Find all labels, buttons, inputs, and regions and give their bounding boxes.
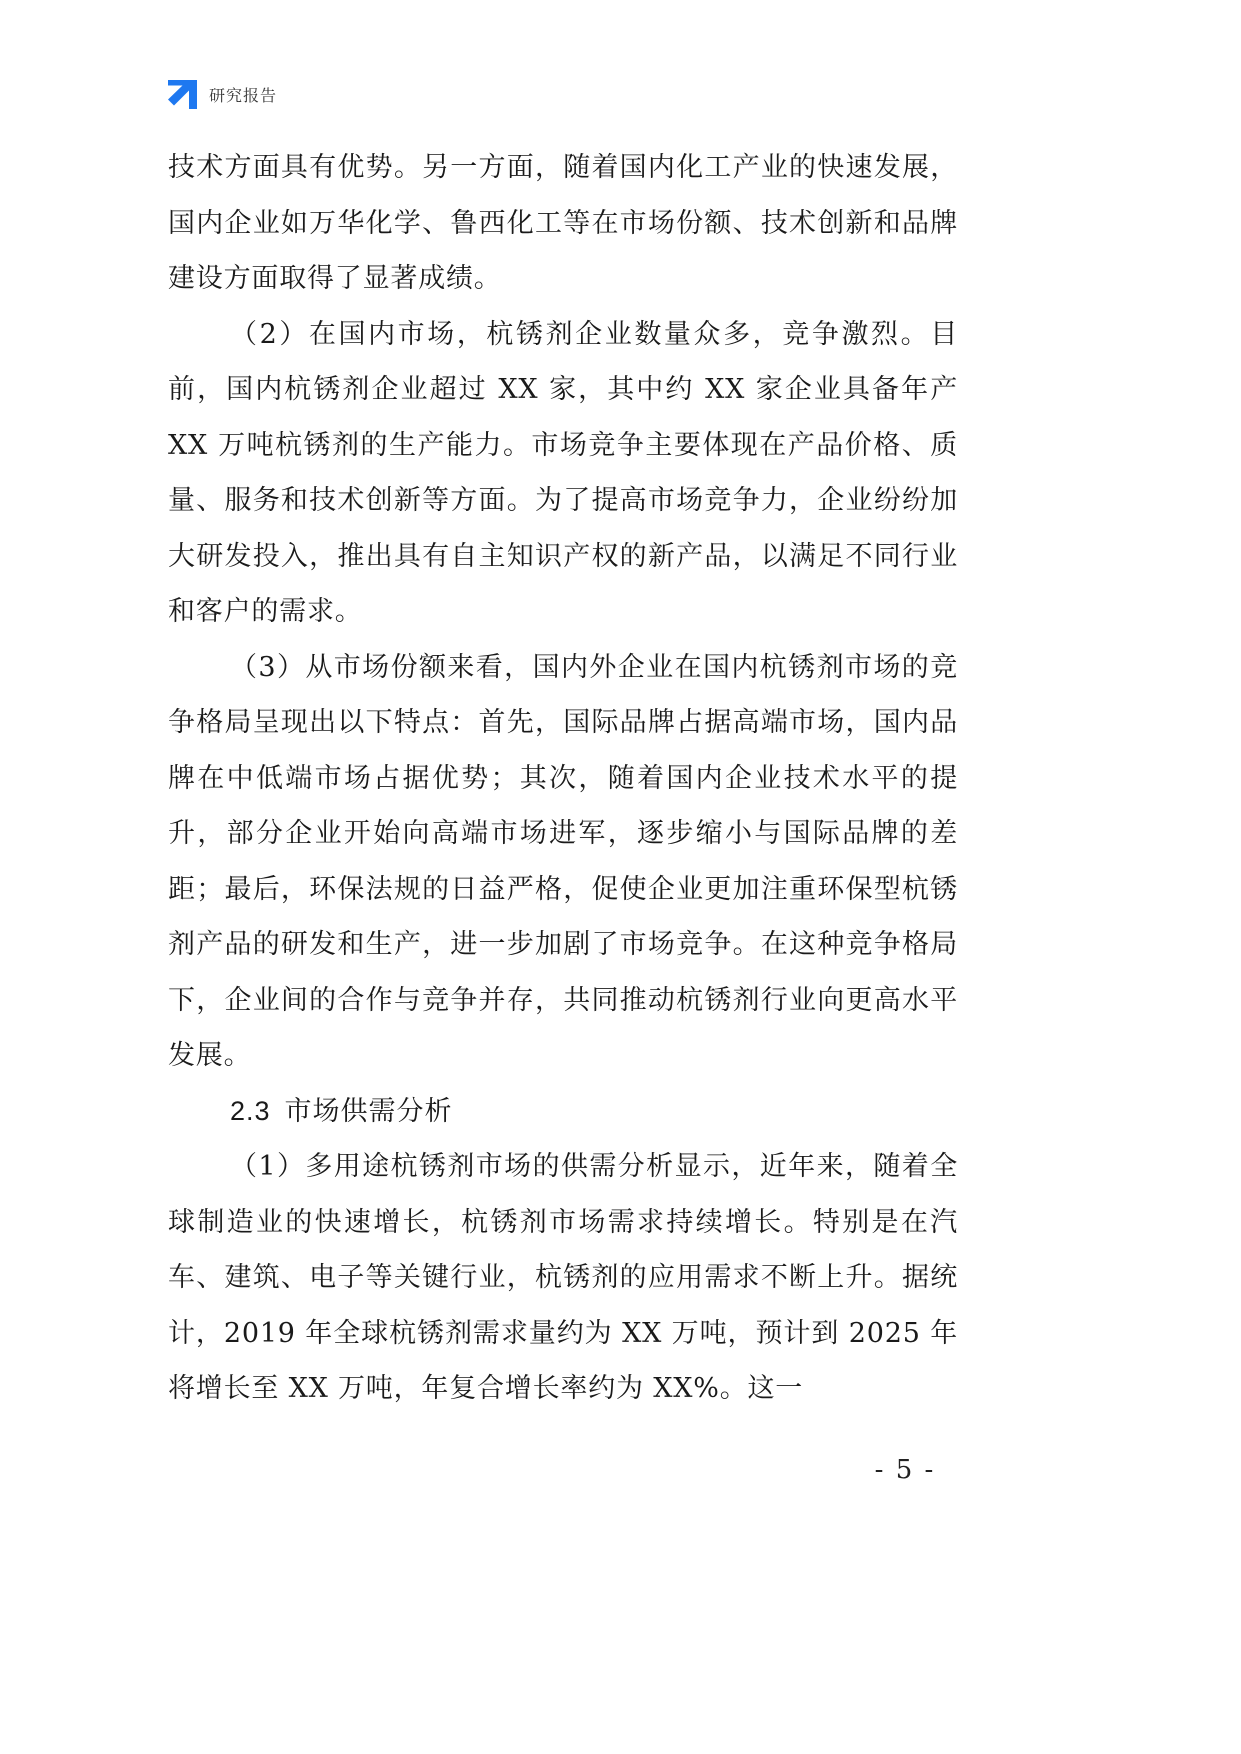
- report-header: [168, 78, 277, 110]
- section-title: 市场供需分析: [284, 1095, 453, 1127]
- page-number: - 5 -: [874, 1455, 936, 1485]
- section-number: 2.3: [230, 1095, 271, 1126]
- paragraph-supply-demand: （1）多用途杭锈剂市场的供需分析显示，近年来，随着全球制造业的快速增长，杭锈剂市场需求持续增长。特别是在汽车、建筑、电子等关键行业，杭锈剂的应用需求不断上升。据统计，2019 年全球杭锈剂需求量约为 XX 万吨，预计到 2025 年将增长至 XX 万吨，年复合增长率约为 XX%。这一: [168, 1151, 958, 1404]
- document-body: [168, 140, 958, 1417]
- paragraph-domestic-market: （2）在国内市场，杭锈剂企业数量众多，竞争激烈。目前，国内杭锈剂企业超过 XX 家，其中约 XX 家企业具备年产 XX 万吨杭锈剂的生产能力。市场竞争主要体现在产品价格、质量、服务和技术创新等方面。为了提高市场竞争力，企业纷纷加大研发投入，推出具有自主知识产权的新产品，以满足不同行业和客户的需求。: [168, 318, 958, 627]
- paragraph-continuation: 技术方面具有优势。另一方面，随着国内化工产业的快速发展，国内企业如万华化学、鲁西化工等在市场份额、技术创新和品牌建设方面取得了显著成绩。: [168, 152, 958, 294]
- arrow-up-right-icon: [168, 80, 197, 109]
- header-title: 研究报告: [209, 85, 278, 105]
- section-heading: [168, 1084, 958, 1140]
- paragraph-market-share: （3）从市场份额来看，国内外企业在国内杭锈剂市场的竞争格局呈现出以下特点：首先，国际品牌占据高端市场，国内品牌在中低端市场占据优势；其次，随着国内企业技术水平的提升，部分企业开始向高端市场进军，逐步缩小与国际品牌的差距；最后，环保法规的日益严格，促使企业更加注重环保型杭锈剂产品的研发和生产，进一步加剧了市场竞争。在这种竞争格局下，企业间的合作与竞争并存，共同推动杭锈剂行业向更高水平发展。: [168, 651, 958, 1071]
